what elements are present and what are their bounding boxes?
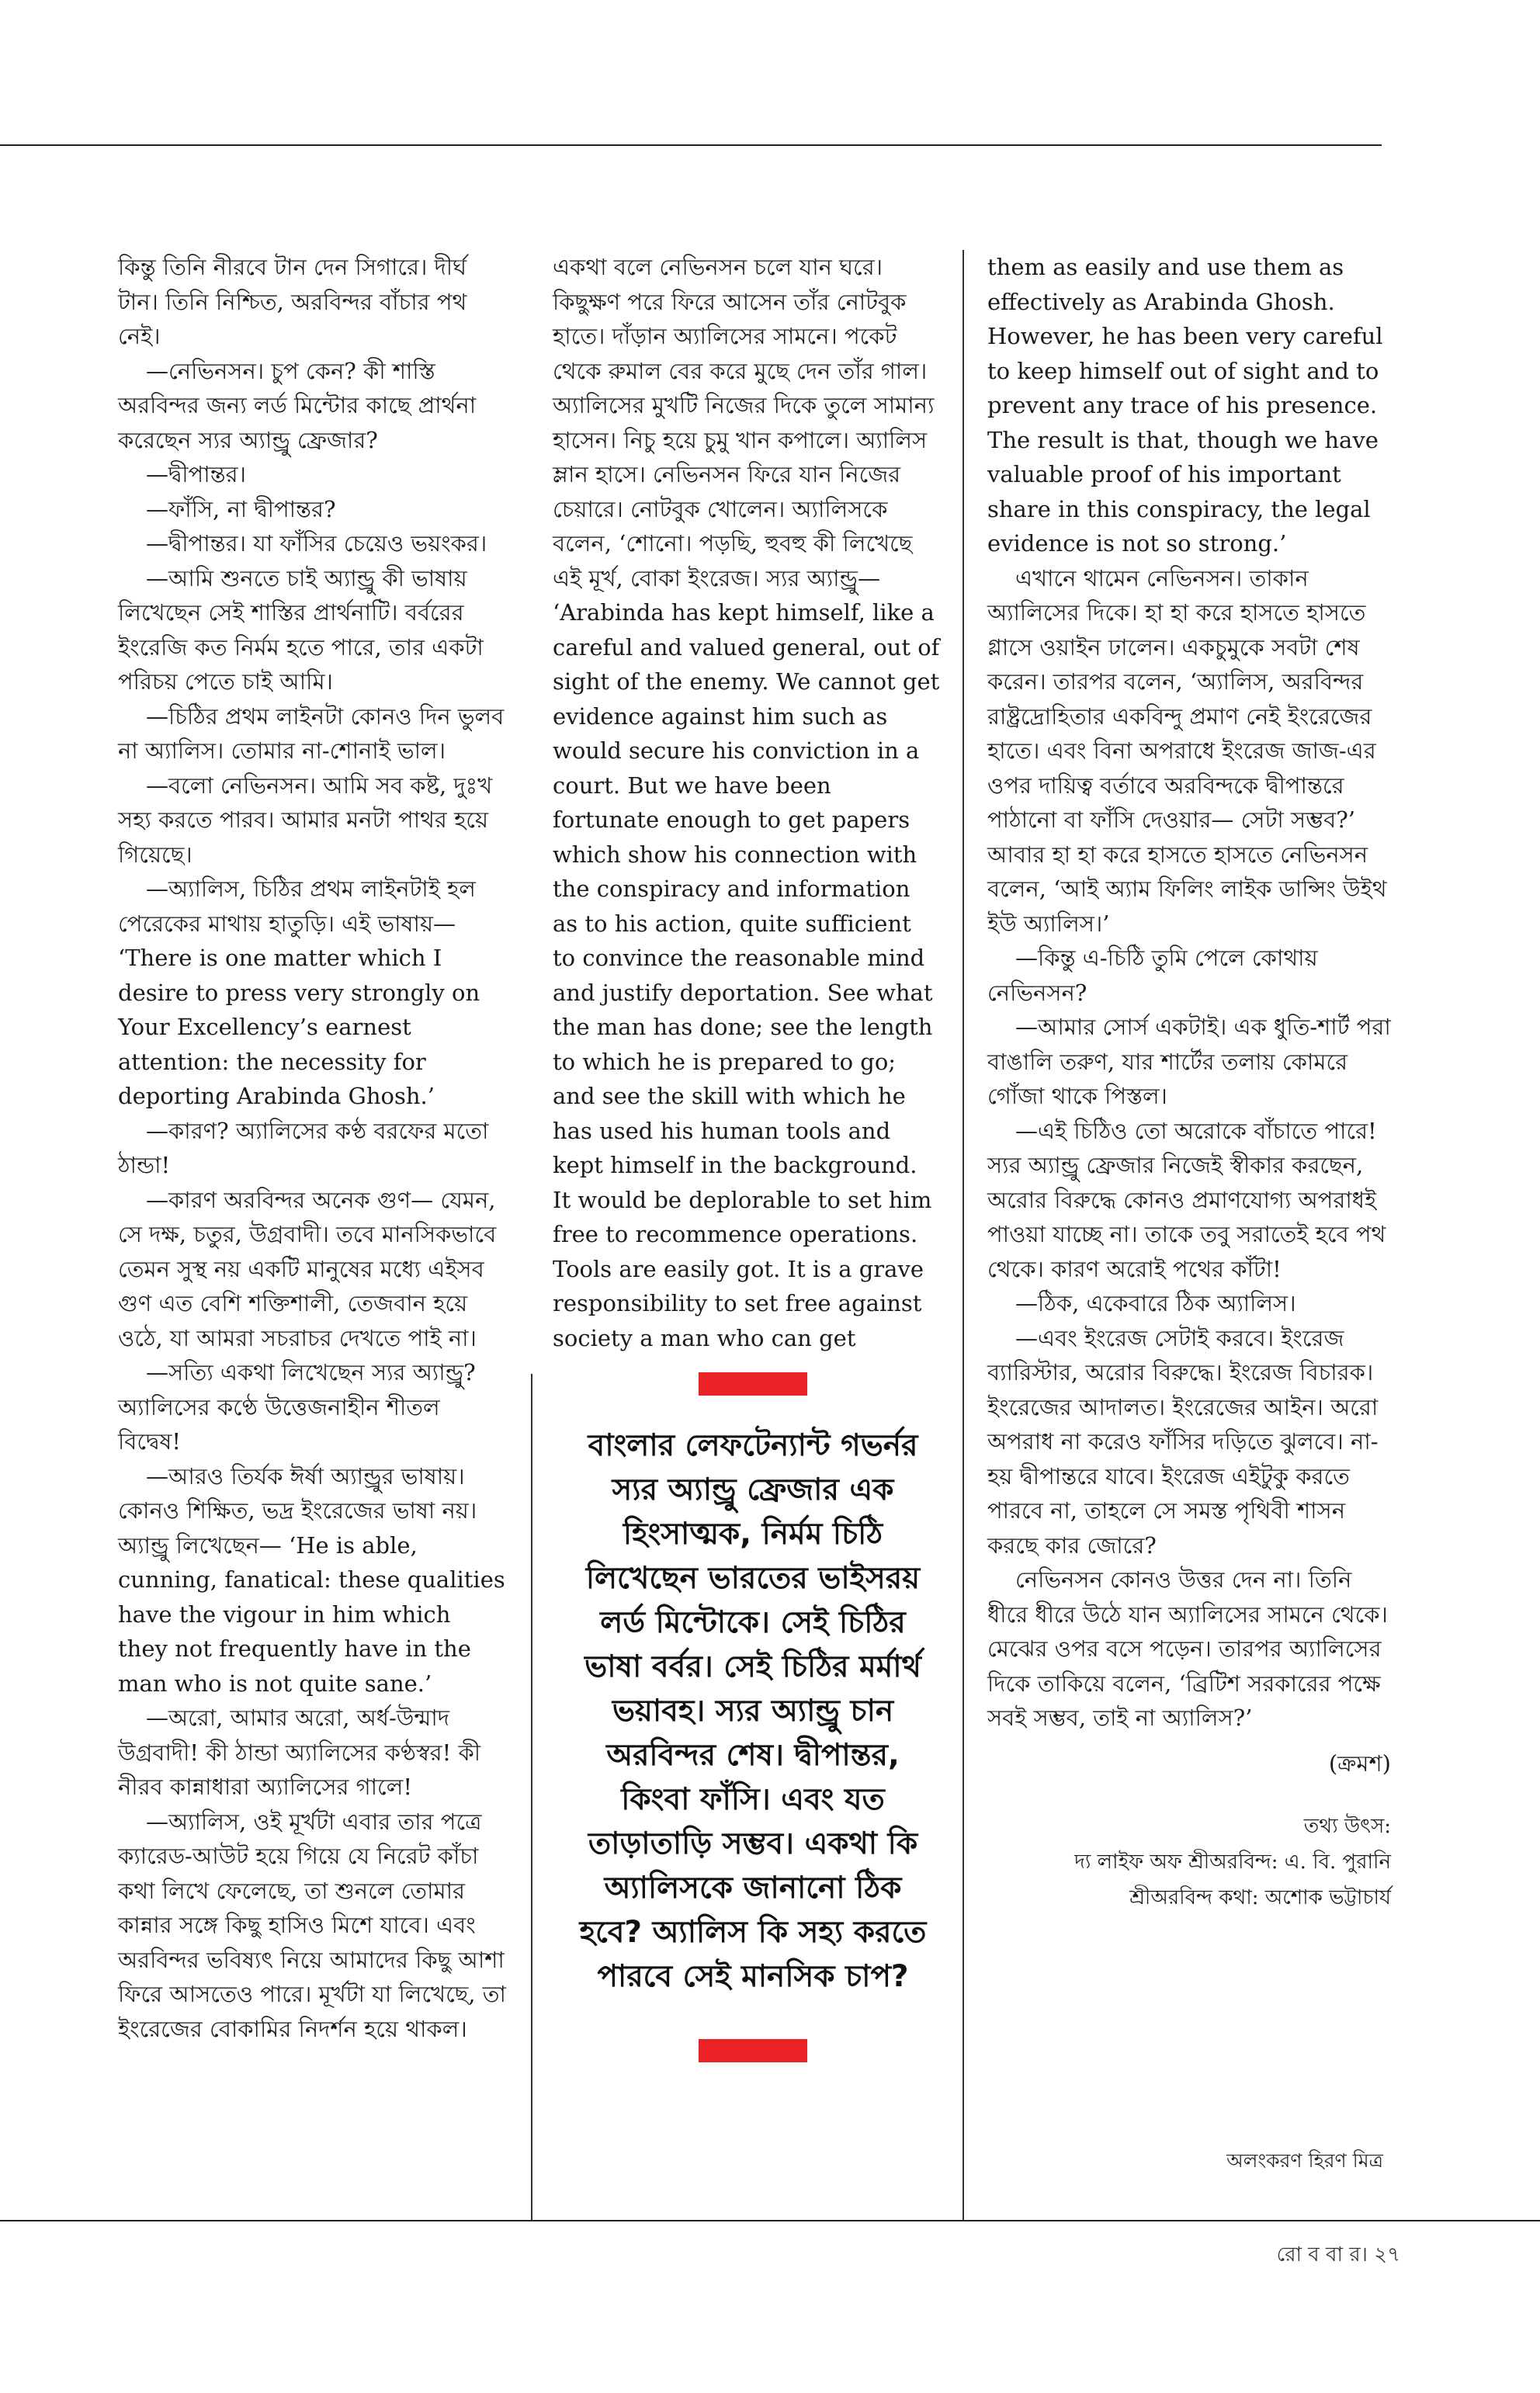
paragraph: এখানে থামেন নেভিনসন। তাকান অ্যালিসের দিকে। হা হা করে হাসতে হাসতে গ্লাসে ওয়াইন ঢালেন। একচুমুকে সবটা শেষ করেন। তারপর বলেন, ‘অ্যালিস, অরবিন্দর রাষ্ট্রদ্রোহিতার একবিন্দু প্রমাণ নেই ইংরেজের হাতে। এবং বিনা অপরাধে ইংরেজ জাজ-এর ওপর দায়িত্ব বর্তাবে অরবিন্দকে দ্বীপান্তরে পাঠানো বা ফাঁসি দেওয়ার— সেটা সম্ভব?’ আবার হা হা করে হাসতে হাসতে নেভিনসন বলেন, ‘আই অ্যাম ফিলিং লাইক ডান্সিং উইথ ইউ অ্যালিস।’: [987, 564, 1387, 937]
paragraph: —কারণ অরবিন্দর অনেক গুণ— যেমন, সে দক্ষ, চতুর, উগ্রবাদী। তবে মানসিকভাবে তেমন সুস্থ নয় একটি মানুষের মধ্যে এইসব গুণ এত বেশি শক্তিশালী, তেজবান হয়ে ওঠে, যা আমরা সচরাচর দেখতে পাই না।: [118, 1186, 497, 1351]
pull-quote: [574, 1372, 931, 2062]
paragraph: them as easily and use them as effectively as Arabinda Ghosh. However, he has been very careful to keep himself out of sight and to prevent any trace of his presence. The result is that, though we have valuable proof of his important share in this conspiracy, the legal evidence is not so strong.’: [987, 254, 1383, 557]
column-1: [118, 250, 506, 2046]
pull-quote-text: বাংলার লেফটেন্যান্ট গভর্নর স্যর অ্যান্ড্রু ফ্রেজার এক হিংসাত্মক, নির্মম চিঠি লিখেছেন ভারতের ভাইসরয় লর্ড মিন্টোকে। সেই চিঠির ভাষা বর্বর। সেই চিঠির মর্মার্থ ভয়াবহ। স্যর অ্যান্ড্রু চান অরবিন্দর শেষ। দ্বীপান্তর, কিংবা ফাঁসি। এবং যত তাড়াতাড়ি সম্ভব। একথা কি অ্যালিসকে জানানো ঠিক হবে? অ্যালিস কি সহ্য করতে পারবে সেই মানসিক চাপ?: [579, 1428, 927, 1994]
paragraph: —অ্যালিস, চিঠির প্রথম লাইনটাই হল পেরেকের মাথায় হাতুড়ি। এই ভাষায়— ‘There is one matter which I desire to press very strongly on Your Excellency’s earnest attention: the necessity for deporting Arabinda Ghosh.’: [118, 876, 480, 1109]
top-rule: [0, 144, 1382, 146]
column-divider-1: [531, 1374, 532, 2220]
column-2: [553, 250, 941, 1355]
bottom-rule: [0, 2220, 1540, 2221]
sources-label: তথ্য উৎস:: [1303, 1815, 1391, 1838]
page-folio: রো ব বা র। ২৭: [1276, 2243, 1400, 2266]
illustration-credit: অলংকরণ হিরণ মিত্র: [1226, 2149, 1383, 2172]
paragraph: —আমি শুনতে চাই অ্যান্ড্রু কী ভাষায় লিখেছেন সেই শাস্তির প্রার্থনাটি। বর্বরের ইংরেজি কত নির্মম হতে পারে, তার একটা পরিচয় পেতে চাই আমি।: [118, 564, 484, 695]
paragraph: —এই চিঠিও তো অরোকে বাঁচাতে পারে! স্যর অ্যান্ড্রু ফ্রেজার নিজেই স্বীকার করছেন, অরোর বিরুদ্ধে কোনও প্রমাণযোগ্য অপরাধই পাওয়া যাচ্ছে না। তাকে তবু সরাতেই হবে পথ থেকে। কারণ অরোই পথের কাঁটা!: [987, 1117, 1386, 1282]
paragraph: —দ্বীপান্তর। যা ফাঁসির চেয়েও ভয়ংকর।: [146, 530, 487, 557]
column-3: [987, 250, 1391, 1916]
paragraph: —কারণ? অ্যালিসের কণ্ঠ বরফের মতো ঠান্ডা!: [118, 1117, 489, 1178]
paragraph: —অ্যালিস, ওই মূর্খটা এবার তার পত্রে ক্যারেড-আউট হয়ে গিয়ে যে নিরেট কাঁচা কথা লিখে ফেলেছে, তা শুনলে তোমার কান্নার সঙ্গে কিছু হাসিও মিশে যাবে। এবং অরবিন্দর ভবিষ্যৎ নিয়ে আমাদের কিছু আশা ফিরে আসতেও পারে। মূর্খটা যা লিখেছে, তা ইংরেজের বোকামির নিদর্শন হয়ে থাকল।: [118, 1808, 506, 2042]
paragraph: —এবং ইংরেজ সেটাই করবে। ইংরেজ ব্যারিস্টার, অরোর বিরুদ্ধে। ইংরেজ বিচারক। ইংরেজের আদালত। ইংরেজের আইন। অরো অপরাধ না করেও ফাঁসির দড়িতে ঝুলবে। না-হয় দ্বীপান্তরে যাবে। ইংরেজ এইটুকু করতে পারবে না, তাহলে সে সমস্ত পৃথিবী শাসন করছে কার জোরে?: [987, 1324, 1379, 1559]
paragraph: একথা বলে নেভিনসন চলে যান ঘরে। কিছুক্ষণ পরে ফিরে আসেন তাঁর নোটবুক হাতে। দাঁড়ান অ্যালিসের সামনে। পকেট থেকে রুমাল বের করে মুছে দেন তাঁর গাল। অ্যালিসের মুখটি নিজের দিকে তুলে সামান্য হাসেন। নিচু হয়ে চুমু খান কপালে। অ্যালিস ম্লান হাসে। নেভিনসন ফিরে যান নিজের চেয়ারে। নোটবুক খোলেন। অ্যালিসকে বলেন, ‘শোনো। পড়ছি, হুবহু কী লিখেছে এই মূর্খ, বোকা ইংরেজ। স্যর অ্যান্ড্রু— ‘Arabinda has kept himself, like a careful and valued general, out of sight of the enemy. We cannot get evidence against him such as would secure his conviction in a court. But we have been fortunate enough to get papers which show his connection with the conspiracy and information as to his action, quite sufficient to convince the reasonable mind and justify deportation. See what the man has done; see the length to which he is prepared to go; and see the skill with which he has used his human tools and kept himself in the background. It would be deplorable to set him free to recommence operations. Tools are easily got. It is a grave responsibility to set free against society a man who can get: [553, 254, 940, 1351]
paragraph: নেভিনসন কোনও উত্তর দেন না। তিনি ধীরে ধীরে উঠে যান অ্যালিসের সামনে থেকে। মেঝের ওপর বসে পড়েন। তারপর অ্যালিসের দিকে তাকিয়ে বলেন, ‘ব্রিটিশ সরকারের পক্ষে সবই সম্ভব, তাই না অ্যালিস?’: [987, 1566, 1388, 1731]
column-divider-2: [962, 250, 964, 2220]
sources: [987, 1809, 1391, 1916]
paragraph: —ঠিক, একেবারে ঠিক অ্যালিস।: [1015, 1290, 1296, 1316]
source-1: দ্য লাইফ অফ শ্রীঅরবিন্দ: এ. বি. পুরানি: [1074, 1850, 1391, 1874]
pull-quote-top-bar: [699, 1372, 807, 1396]
paragraph: —দ্বীপান্তর।: [146, 461, 246, 487]
paragraph: —আমার সোর্স একটাই। এক ধুতি-শার্ট পরা বাঙালি তরুণ, যার শার্টের তলায় কোমরে গোঁজা থাকে পিস্তল।: [987, 1014, 1391, 1109]
paragraph: —নেভিনসন। চুপ কেন? কী শাস্তি অরবিন্দর জন্য লর্ড মিন্টোর কাছে প্রার্থনা করেছেন স্যর অ্যান্ড্রু ফ্রেজার?: [118, 357, 477, 453]
paragraph: —ফাঁসি, না দ্বীপান্তর?: [146, 495, 336, 522]
paragraph: —চিঠির প্রথম লাইনটা কোনও দিন ভুলব না অ্যালিস। তোমার না-শোনাই ভাল।: [118, 702, 505, 764]
column-3-body: [987, 250, 1391, 1736]
paragraph: কিন্তু তিনি নীরবে টান দেন সিগারে। দীর্ঘ টান। তিনি নিশ্চিত, অরবিন্দর বাঁচার পথ নেই।: [118, 254, 467, 349]
source-2: শ্রীঅরবিন্দ কথা: অশোক ভট্টাচার্য: [1129, 1886, 1391, 1909]
paragraph: —অরো, আমার অরো, অর্ধ-উন্মাদ উগ্রবাদী! কী ঠান্ডা অ্যালিসের কণ্ঠস্বর! কী নীরব কান্নাধারা অ্যালিসের গালে!: [118, 1705, 481, 1800]
serial-marker: (ক্রমশ): [1328, 1750, 1391, 1777]
paragraph: —বলো নেভিনসন। আমি সব কষ্ট, দুঃখ সহ্য করতে পারব। আমার মনটা পাথর হয়ে গিয়েছে।: [118, 772, 493, 868]
paragraph: —সত্যি একথা লিখেছেন স্যর অ্যান্ড্রু? অ্যালিসের কণ্ঠে উত্তেজনাহীন শীতল বিদ্বেষ!: [118, 1359, 476, 1455]
pull-quote-bottom-bar: [699, 2039, 807, 2062]
paragraph: —কিন্তু এ-চিঠি তুমি পেলে কোথায় নেভিনসন?: [987, 945, 1318, 1006]
paragraph: —আরও তির্যক ঈর্ষা অ্যান্ড্রুর ভাষায়। কোনও শিক্ষিত, ভদ্র ইংরেজের ভাষা নয়। অ্যান্ড্রু লিখেছেন— ‘He is able, cunning, fanatical: these qualities have the vigour in him which they not frequently have in the man who is not quite sane.’: [118, 1462, 505, 1697]
